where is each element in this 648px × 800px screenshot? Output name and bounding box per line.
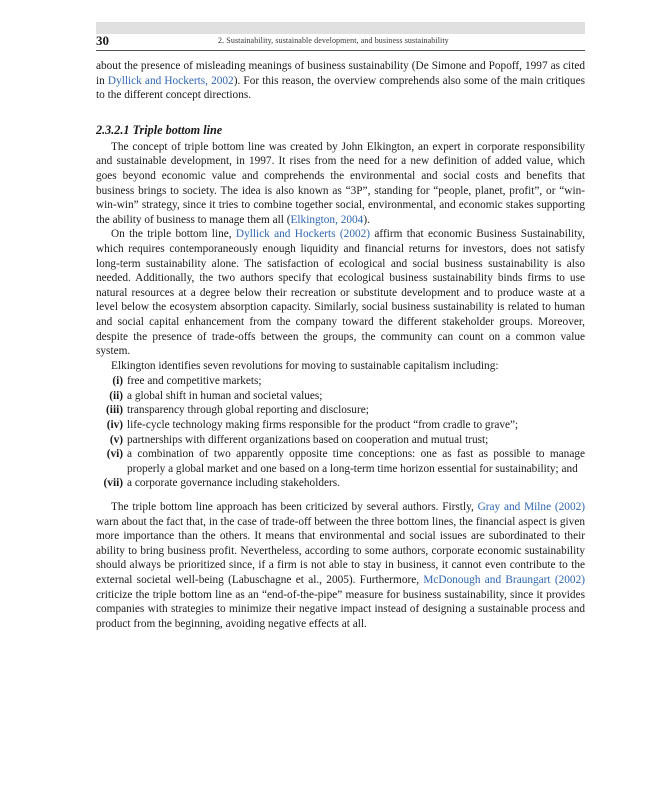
list-item-text: transparency through global reporting and disclosure;	[127, 404, 369, 417]
paragraph-seven-revolutions: Elkington identifies seven revolutions for moving to sustainable capitalism including:	[111, 359, 499, 372]
list-item	[96, 374, 585, 389]
list-item-text: a global shift in human and societal values;	[127, 389, 323, 402]
section-number: 2.3.2.1	[96, 122, 130, 137]
list-marker: (i)	[112, 375, 123, 388]
citation-link-elkington[interactable]: Elkington, 2004	[290, 213, 364, 226]
list-marker: (ii)	[109, 389, 123, 402]
text-run: affirm that economic Business Sustainability, which requires contemporaneously enough liquidity and financial returns for investors, does not satisfy long-term sustainability alone. The satisfaction of ecological and social business sustainability is also needed. Additionally, the two authors specify that ecological business sustainability binds firms to use natural resources at a degree below their recreation or substitute development and to produce waste at a level below the ecosystem absorption capacity. Similarly, social business sustainability is related to human and social capital enhancement from the company toward the different stakeholder groups. Moreover, despite the presence of trade-offs between the groups, the community can count on a common value system.	[96, 228, 585, 358]
list-item	[96, 476, 585, 491]
list-marker: (vii)	[103, 477, 123, 490]
paragraph-tbl-definition	[96, 140, 585, 228]
text-run: The concept of triple bottom line was created by John Elkington, an expert in corporate responsibility and sustainable development, in 1997. It rises from the need for a new definition of added value, which goes beyond economic value and comprehends the environmental and social costs and benefits that business brings to society. The idea is also known as “3P”, standing for “people, planet, profit”, or “win-win-win” strategy, since it tries to combine together social, environmental, and economic stakes supporting the ability of business to manage them all (	[96, 140, 585, 226]
list-item-text: free and competitive markets;	[127, 375, 262, 388]
revolutions-list	[96, 374, 585, 491]
top-band	[96, 22, 585, 34]
citation-link-dyllick-hockerts-2002[interactable]: Dyllick and Hockerts (2002)	[235, 228, 371, 241]
citation-link-dyllick-hockerts[interactable]: Dyllick and Hockerts, 2002	[107, 74, 234, 87]
citation-link-mcdonough-braungart[interactable]: McDonough and Braungart (2002)	[423, 574, 585, 586]
list-item	[96, 418, 585, 433]
section-heading	[96, 123, 585, 137]
text-run: ). For this reason, the overview comprehends also some of the main critiques to the different concept directions.	[96, 74, 585, 102]
page-header	[96, 34, 585, 51]
intro-paragraph	[96, 59, 585, 103]
text-run: The triple bottom line approach has been criticized by several authors. Firstly,	[111, 501, 478, 514]
list-item-text: life-cycle technology making firms responsible for the product “from cradle to grave”;	[127, 419, 519, 432]
list-item	[96, 447, 585, 476]
paragraph-dyllick-hockerts	[96, 227, 585, 358]
list-item	[96, 389, 585, 404]
list-item-text: partnerships with different organizations based on cooperation and mutual trust;	[127, 433, 489, 446]
citation-link-gray-milne[interactable]: Gray and Milne (2002)	[477, 501, 585, 514]
list-marker: (iii)	[106, 404, 123, 417]
list-marker: (vi)	[106, 448, 123, 461]
list-marker: (v)	[109, 433, 123, 446]
list-item-text: a combination of two apparently opposite time conceptions: one as fast as possible to manage properly a global market and one based on a long-term time horizon essential for sustainability; and	[127, 448, 585, 475]
text-run: criticize the triple bottom line as an “end-of-the-pipe” measure for business sustainability, since it provides companies with strategies to minimize their negative impact instead of designing a sustainable process and product from the beginning, avoiding negative effects at all.	[96, 588, 585, 630]
list-marker: (iv)	[106, 419, 123, 432]
text-run: ).	[363, 213, 370, 226]
list-item	[96, 433, 585, 448]
text-run: warn about the fact that, in the case of trade-off between the three bottom lines, the financial aspect is given more importance than the others. It means that environmental and social issues are subordinated to their ability to bring business profit. Nevertheless, according to some authors, corporate economic sustainability should always be prioritized since, if a firm is not able to stay in business, it cannot even contribute to the external societal well-being (Labuschagne et al., 2005). Furthermore,	[96, 515, 585, 586]
section-title: Triple bottom line	[132, 122, 223, 137]
text-run: On the triple bottom line,	[111, 228, 236, 241]
book-page	[96, 22, 585, 631]
list-item-text: a corporate governance including stakeholders.	[127, 477, 340, 490]
running-title: 2. Sustainability, sustainable development, and business sustainability	[218, 36, 449, 46]
text-run: about the presence of misleading meanings of business sustainability (De Simone and Popoff, 1997 as cited in	[96, 60, 585, 87]
paragraph-critiques	[96, 500, 585, 631]
page-number: 30	[96, 33, 109, 49]
list-item	[96, 403, 585, 418]
